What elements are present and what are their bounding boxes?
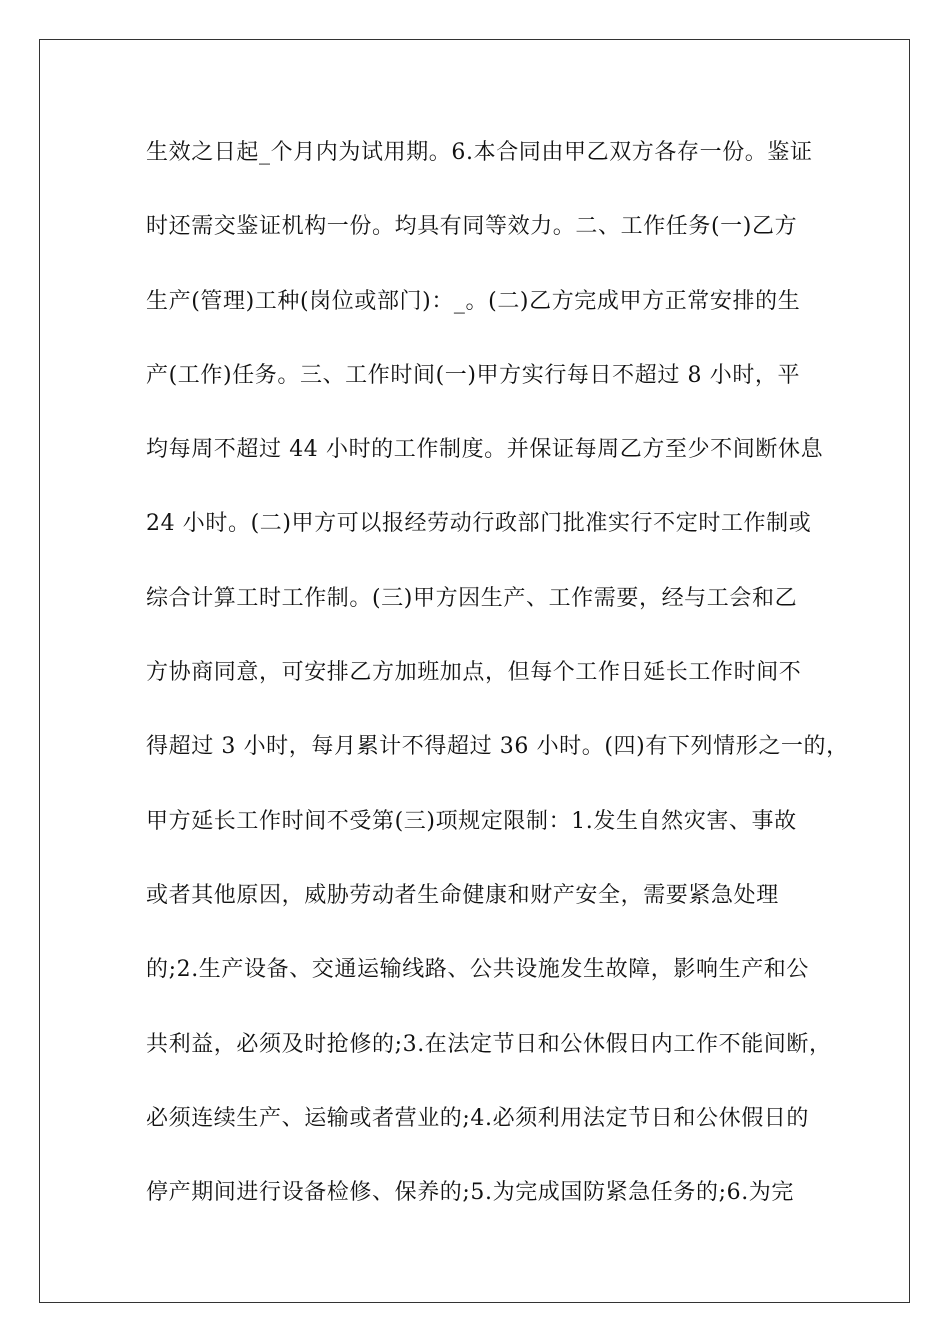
text-line: 综合计算工时工作制。(三)甲方因生产、工作需要，经与工会和乙 xyxy=(146,585,798,611)
text-line: 得超过 3 小时，每月累计不得超过 36 小时。(四)有下列情形之一的， xyxy=(146,734,849,760)
text-line: 的;2.生产设备、交通运输线路、公共设施发生故障，影响生产和公 xyxy=(146,957,810,983)
text-line: 24 小时。(二)甲方可以报经劳动行政部门批准实行不定时工作制或 xyxy=(146,511,812,537)
text-line: 或者其他原因，威胁劳动者生命健康和财产安全，需要紧急处理 xyxy=(146,882,779,908)
text-line: 均每周不超过 44 小时的工作制度。并保证每周乙方至少不间断休息 xyxy=(146,437,824,463)
text-line: 甲方延长工作时间不受第(三)项规定限制：1.发生自然灾害、事故 xyxy=(146,808,797,834)
text-line: 生效之日起_个月内为试用期。6.本合同由甲乙双方各存一份。鉴证 xyxy=(146,140,813,165)
text-line: 共利益，必须及时抢修的;3.在法定节日和公休假日内工作不能间断， xyxy=(146,1031,832,1057)
text-line: 产(工作)任务。三、工作时间(一)甲方实行每日不超过 8 小时，平 xyxy=(146,362,801,388)
text-line: 必须连续生产、运输或者营业的;4.必须利用法定节日和公休假日的 xyxy=(146,1105,810,1131)
text-line: 时还需交鉴证机构一份。均具有同等效力。二、工作任务(一)乙方 xyxy=(146,214,798,240)
text-line: 方协商同意，可安排乙方加班加点，但每个工作日延长工作时间不 xyxy=(146,660,802,686)
text-line: 生产(管理)工种(岗位或部门)：_。(二)乙方完成甲方正常安排的生 xyxy=(146,288,801,314)
text-line: 停产期间进行设备检修、保养的;5.为完成国防紧急任务的;6.为完 xyxy=(146,1180,795,1206)
contract-body-text xyxy=(146,133,849,1247)
